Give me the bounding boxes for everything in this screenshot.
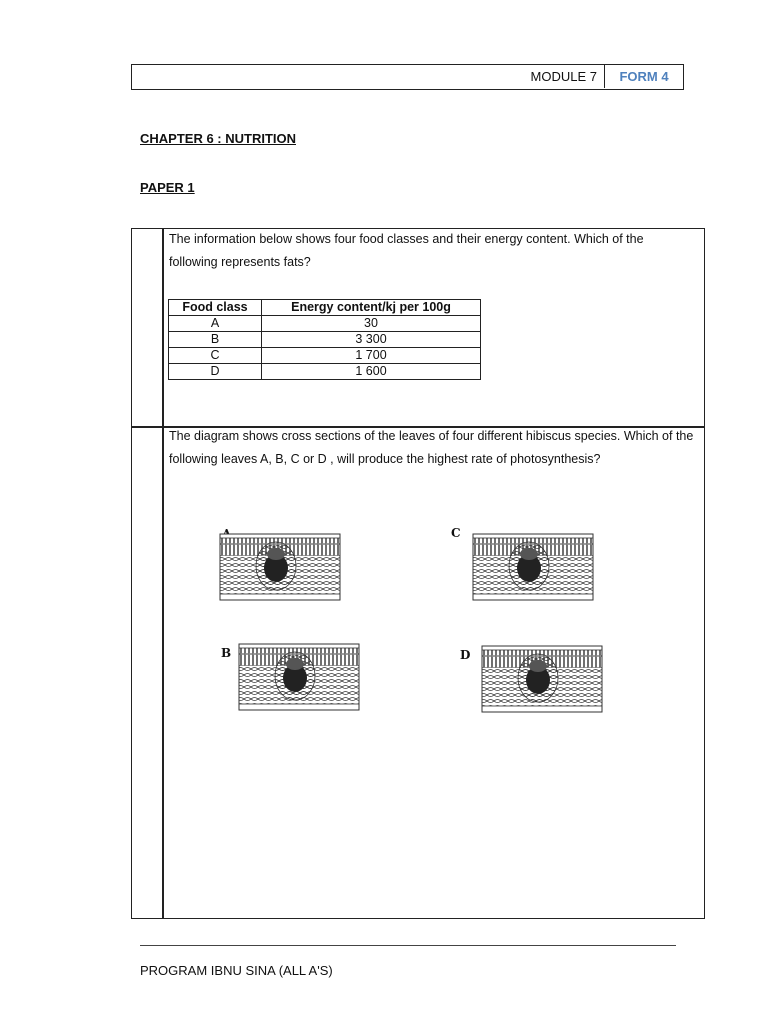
table-cell: C (169, 348, 262, 364)
leaf-label-c: C (451, 526, 461, 540)
table-row (169, 316, 481, 332)
leaf-cross-section-b (237, 642, 363, 714)
table-cell: D (169, 364, 262, 380)
table-cell: 1 700 (262, 348, 481, 364)
module-header-box (131, 64, 684, 90)
number-column-divider (162, 229, 164, 918)
form-label: FORM 4 (619, 69, 669, 84)
leaf-label-d: D (460, 648, 471, 662)
footer-text: PROGRAM IBNU SINA (ALL A'S) (140, 963, 333, 978)
paper-title: PAPER 1 (140, 180, 195, 195)
table-cell: 3 300 (262, 332, 481, 348)
table-cell: 1 600 (262, 364, 481, 380)
chapter-title: CHAPTER 6 : NUTRITION (140, 131, 296, 146)
table-header-row (169, 300, 481, 316)
food-class-table (168, 299, 481, 380)
table-header-cell: Food class (169, 300, 262, 316)
leaf-cross-section-c (471, 532, 597, 604)
question-2-text: The diagram shows cross sections of the leaves of four different hibiscus species. Which of the following leaves A, B, C or D , will produce the highest rate of photosynthesis? (169, 429, 694, 466)
leaf-cross-section-a (218, 532, 344, 604)
table-cell: A (169, 316, 262, 332)
table-cell: 30 (262, 316, 481, 332)
leaf-label-b: B (221, 646, 232, 660)
module-label: MODULE 7 (530, 69, 597, 84)
table-row (169, 348, 481, 364)
table-header-cell: Energy content/kj per 100g (262, 300, 481, 316)
table-row (169, 364, 481, 380)
leaf-cross-section-d (480, 644, 606, 716)
table-cell: B (169, 332, 262, 348)
footer-divider (140, 945, 676, 946)
table-row (169, 332, 481, 348)
question-1-text: The information below shows four food classes and their energy content. Which of the following represents fats? (169, 232, 644, 269)
